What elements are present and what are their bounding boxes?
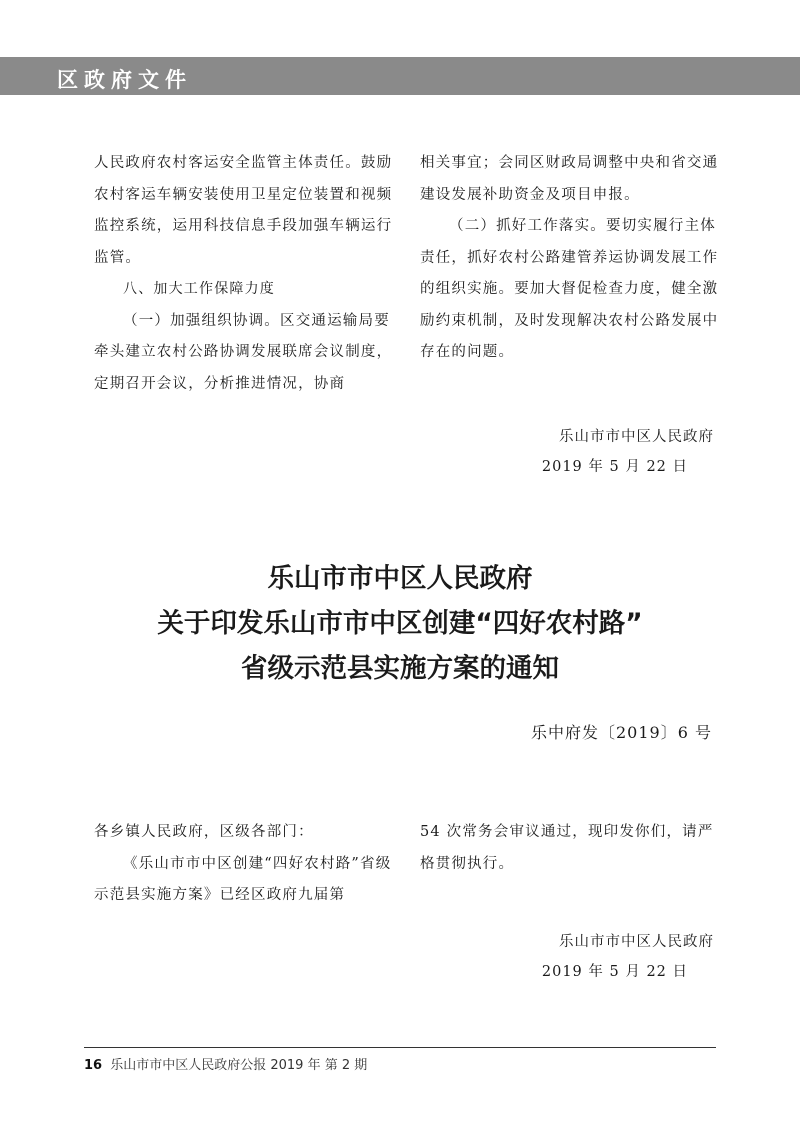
paragraph: 《乐山市市中区创建“四好农村路”省级示范县实施方案》已经区政府九届第 (94, 855, 392, 903)
notice-title-line: 省级示范县实施方案的通知 (241, 653, 559, 684)
signature-org: 乐山市市中区人民政府 (559, 429, 714, 445)
notice-left-column (94, 817, 394, 912)
section-heading: 八、加大工作保障力度 (123, 281, 275, 297)
notice-right-column (420, 817, 720, 880)
document-number: 乐中府发〔2019〕6 号 (531, 723, 712, 742)
paragraph: 相关事宜；会同区财政局调整中央和省交通建设发展补助资金及项目申报。 (420, 155, 719, 203)
paragraph: 54 次常务会审议通过，现印发你们，请严格贯彻执行。 (420, 824, 714, 872)
signature-date: 2019 年 5 月 22 日 (541, 459, 688, 475)
signature-date: 2019 年 5 月 22 日 (541, 964, 688, 980)
publication-name: 乐山市市中区人民政府公报 2019 年 第 2 期 (110, 1058, 368, 1073)
notice-title (0, 556, 800, 691)
section-title: 区政府文件 (57, 68, 192, 92)
notice-signature-block (454, 927, 714, 987)
page-footer (84, 1054, 367, 1073)
notice-title-line: 乐山市市中区人民政府 (267, 563, 533, 594)
top-left-column (94, 148, 394, 400)
signature-org: 乐山市市中区人民政府 (559, 934, 714, 950)
signature-block (454, 422, 714, 482)
paragraph: 人民政府农村客运安全监管主体责任。鼓励农村客运车辆安装使用卫星定位装置和视频监控系统，运用科技信息手段加强车辆运行监管。 (94, 155, 393, 266)
paragraph: （二）抓好工作落实。要切实履行主体责任，抓好农村公路建管养运协调发展工作的组织实施。要加大督促检查力度，健全激励约束机制，及时发现解决农村公路发展中存在的问题。 (420, 218, 719, 360)
salutation: 各乡镇人民政府，区级各部门： (94, 824, 314, 840)
top-right-column (420, 148, 720, 369)
notice-title-line: 关于印发乐山市市中区创建“四好农村路” (157, 608, 643, 639)
page-number: 16 (84, 1058, 103, 1073)
paragraph: （一）加强组织协调。区交通运输局要牵头建立农村公路协调发展联席会议制度，定期召开会议，分析推进情况，协商 (94, 312, 393, 392)
footer-rule (84, 1047, 716, 1048)
